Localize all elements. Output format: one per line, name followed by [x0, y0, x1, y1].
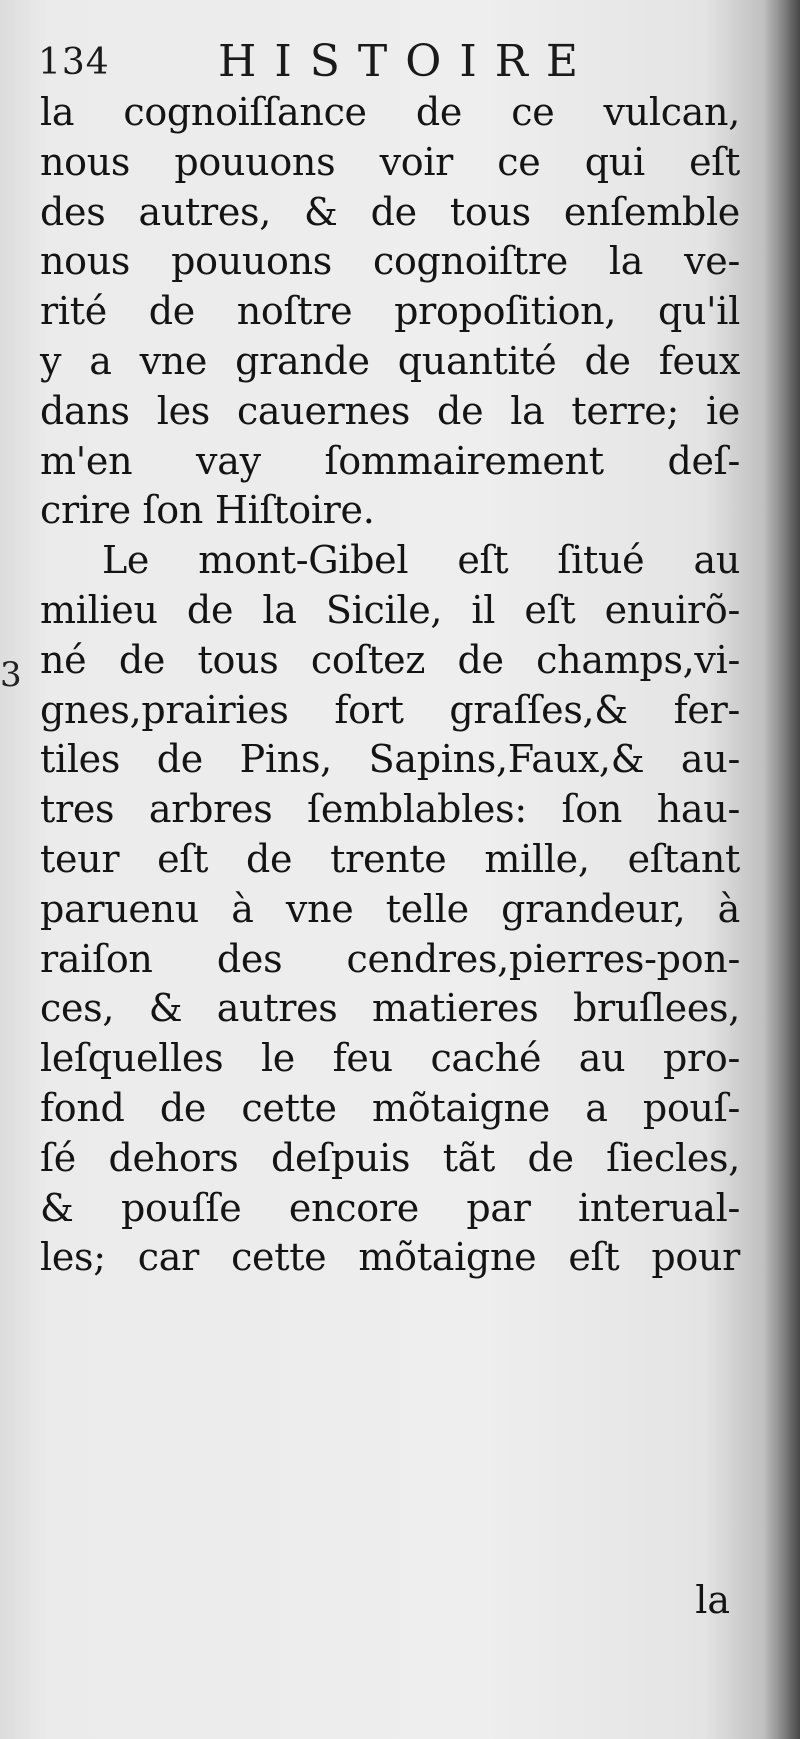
text-line: des autres, & de tous enſemble: [40, 189, 740, 234]
text-line: milieu de la Sicile, il eſt enuirõ-: [40, 587, 740, 632]
page-gutter-shadow: [764, 0, 800, 1739]
body-text: [40, 88, 740, 1283]
text-line: fond de cette mõtaigne a pouſ-: [40, 1085, 740, 1130]
text-line: ſé dehors deſpuis tãt de ſiecles,: [40, 1135, 740, 1180]
text-line: la cognoiſſance de ce vulcan,: [40, 90, 740, 134]
text-line: nous pouuons cognoiſtre la ve-: [40, 239, 740, 284]
text-line: raiſon des cendres,pierres-pon-: [40, 936, 740, 981]
text-line: ces, & autres matieres bruſlees,: [40, 986, 740, 1031]
text-line: Le mont-Gibel eſt ſitué au: [102, 538, 740, 583]
text-line: & pouſſe encore par interual-: [40, 1185, 740, 1230]
page-number: 134: [38, 42, 110, 83]
text-line: les; car cette mõtaigne eſt pour: [40, 1235, 740, 1280]
margin-mark: 3: [0, 655, 22, 695]
text-line: rité de noſtre propoſition, qu'il: [40, 289, 740, 334]
text-line: leſquelles le feu caché au pro-: [40, 1036, 740, 1081]
catchword: la: [695, 1578, 730, 1622]
text-line: teur eſt de trente mille, eſtant: [40, 836, 740, 881]
running-title: HISTOIRE: [218, 36, 596, 87]
text-line: né de tous coſtez de champs,vi-: [40, 637, 740, 682]
text-line: dans les cauernes de la terre; ie: [40, 388, 740, 433]
text-line: crire ſon Hiſtoire.: [40, 488, 375, 533]
text-line: gnes,prairies fort graſſes,& fer-: [40, 687, 740, 732]
running-head: [38, 28, 658, 88]
text-line: nous pouuons voir ce qui eſt: [40, 139, 740, 184]
text-line: m'en vay ſommairement deſ-: [40, 438, 740, 483]
text-line: y a vne grande quantité de feux: [40, 338, 740, 383]
text-line: tiles de Pins, Sapins,Faux,& au-: [40, 737, 740, 782]
text-line: paruenu à vne telle grandeur, à: [40, 886, 740, 931]
text-line: tres arbres ſemblables: ſon hau-: [40, 787, 740, 832]
